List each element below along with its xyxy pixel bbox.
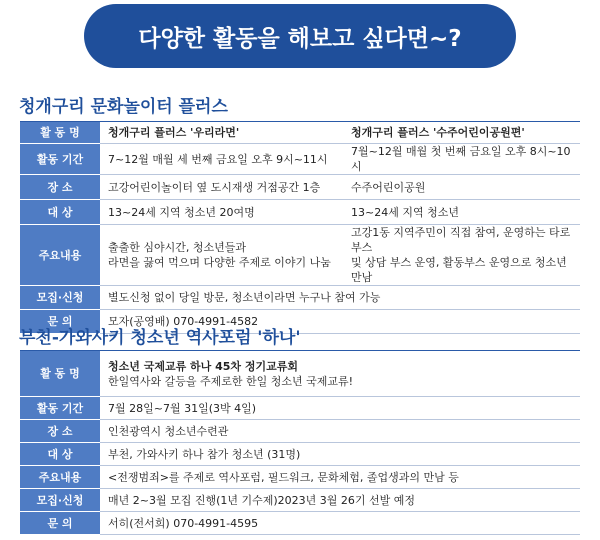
place-ramen: 고강어린이놀이터 옆 도시재생 거점공간 1층	[100, 175, 343, 200]
forum-contact: 서히(전서희) 070-4991-4595	[100, 512, 580, 535]
title-banner	[84, 4, 516, 68]
content-ramen	[100, 225, 343, 286]
section-title-history-forum: 부천-가와사키 청소년 역사포럼 '하나'	[19, 328, 301, 348]
banner-text: 다양한 활동을 해보고 싶다면~?	[138, 25, 462, 52]
row-label-apply: 모집·신청	[20, 489, 100, 512]
content-park-line1: 고강1동 지역주민이 직접 참여, 운영하는 타로부스	[351, 226, 571, 254]
forum-place: 인천광역시 청소년수련관	[100, 420, 580, 443]
forum-description: 한일역사와 갈등을 주제로한 한일 청소년 국제교류!	[108, 374, 354, 388]
row-label-activity-name: 활 동 명	[20, 122, 100, 144]
period-park: 7월~12월 매월 첫 번째 금요일 오후 8시~10시	[343, 144, 580, 175]
forum-target: 부천, 가와사키 하나 참가 청소년 (31명)	[100, 443, 580, 466]
row-label-contact: 문 의	[20, 310, 100, 334]
content-ramen-line1: 출출한 심야시간, 청소년들과	[108, 241, 247, 254]
content-park-line2: 및 상담 부스 운영, 활동부스 운영으로 청소년 만남	[351, 256, 567, 284]
row-label-activity-name: 활 동 명	[20, 351, 100, 397]
row-label-place: 장 소	[20, 175, 100, 200]
row-label-content: 주요내용	[20, 225, 100, 286]
place-park: 수주어린이공원	[343, 175, 580, 200]
activity-name-forum	[100, 351, 580, 397]
table-row	[20, 489, 580, 512]
program-table-history-forum	[20, 350, 580, 535]
table-row	[20, 200, 580, 225]
table-row	[20, 286, 580, 310]
table-row	[20, 512, 580, 535]
apply-info: 별도신청 없이 당일 방문, 청소년이라면 누구나 참여 가능	[100, 286, 580, 310]
forum-name: 청소년 국제교류 하나 45차 정기교류회	[108, 359, 299, 373]
activity-name-park: 청개구리 플러스 '수주어린이공원편'	[343, 122, 580, 144]
contact-info: 모자(공영배) 070-4991-4582	[100, 310, 580, 334]
row-label-apply: 모집·신청	[20, 286, 100, 310]
table-row	[20, 122, 580, 144]
table-row	[20, 466, 580, 489]
table-row	[20, 443, 580, 466]
target-park: 13~24세 지역 청소년	[343, 200, 580, 225]
table-row	[20, 225, 580, 286]
row-label-place: 장 소	[20, 420, 100, 443]
forum-period: 7월 28일~7월 31일(3박 4일)	[100, 397, 580, 420]
row-label-content: 주요내용	[20, 466, 100, 489]
row-label-contact: 문 의	[20, 512, 100, 535]
content-ramen-line2: 라면을 끓여 먹으며 다양한 주제로 이야기 나눔	[108, 256, 331, 269]
program-table-cheonggaeguri	[20, 121, 580, 334]
table-row	[20, 144, 580, 175]
table-row	[20, 420, 580, 443]
row-label-period: 활동 기간	[20, 144, 100, 175]
row-label-target: 대 상	[20, 443, 100, 466]
period-ramen: 7~12월 매월 세 번째 금요일 오후 9시~11시	[100, 144, 343, 175]
activity-name-ramen: 청개구리 플러스 '우리라면'	[100, 122, 343, 144]
forum-apply: 매년 2~3월 모집 진행(1년 기수제)2023년 3월 26기 선발 예정	[100, 489, 580, 512]
row-label-target: 대 상	[20, 200, 100, 225]
target-ramen: 13~24세 지역 청소년 20여명	[100, 200, 343, 225]
table-row	[20, 175, 580, 200]
forum-content: <전쟁범죄>를 주제로 역사포럼, 필드워크, 문화체험, 졸업생과의 만남 등	[100, 466, 580, 489]
table-row	[20, 351, 580, 397]
section-title-cheonggaeguri: 청개구리 문화놀이터 플러스	[19, 97, 228, 117]
table-row	[20, 397, 580, 420]
content-park	[343, 225, 580, 286]
row-label-period: 활동 기간	[20, 397, 100, 420]
